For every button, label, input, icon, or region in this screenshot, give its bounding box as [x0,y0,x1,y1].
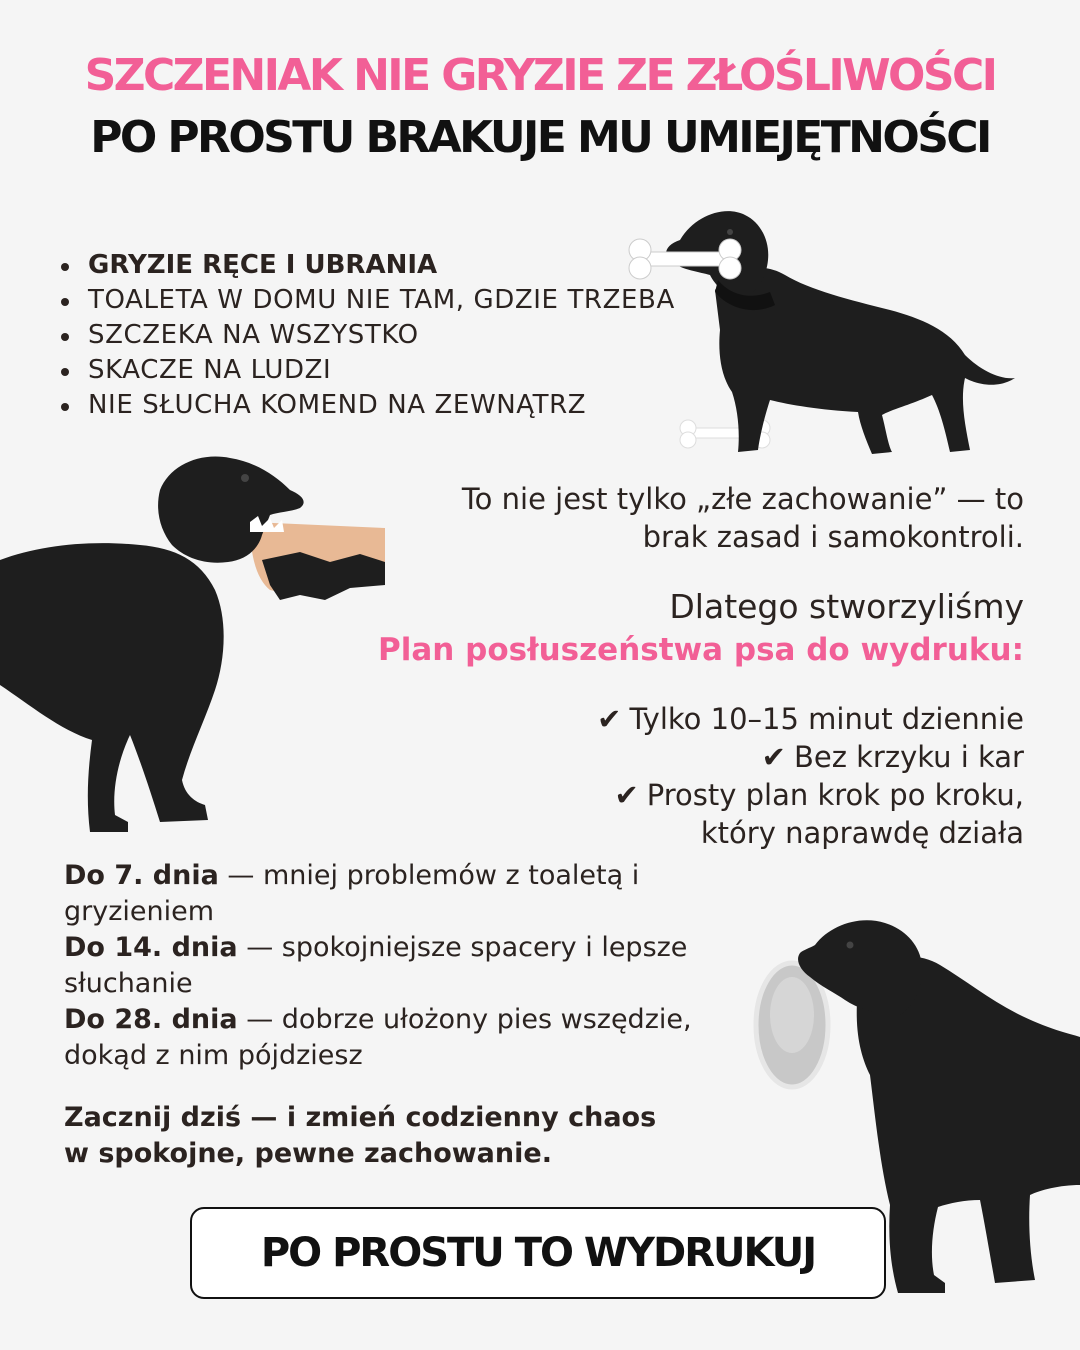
timeline-entry [64,1002,724,1074]
black-dog-biting-hand-icon [0,450,400,840]
problem-item: NIE SŁUCHA KOMEND NA ZEWNĄTRZ [58,388,675,423]
timeline-day: Do 7. dnia [64,860,219,891]
checkmark-icon: ✔ [614,778,639,812]
benefit-item [597,738,1024,776]
intro-statement [462,480,1024,556]
print-cta-button[interactable]: PO PROSTU TO WYDRUKUJ [190,1207,886,1299]
timeline-entry [64,930,724,1002]
problem-item: SZCZEKA NA WSZYSTKO [58,318,675,353]
problem-item: SKACZE NA LUDZI [58,353,675,388]
timeline-text: — dobrze ułożony pies wszędzie, dokąd z nim pójdziesz [64,1004,692,1071]
intro-line: To nie jest tylko „złe zachowanie” — to [461,482,1024,516]
benefit-continuation: który naprawdę działa [700,816,1024,850]
benefit-text: Bez krzyku i kar [793,740,1024,774]
timeline-entry [64,858,724,930]
benefit-text: Tylko 10–15 minut dziennie [629,702,1024,736]
closing-line: w spokojne, pewne zachowanie. [64,1138,552,1169]
problem-item: GRYZIE RĘCE I UBRANIA [58,248,675,283]
benefit-text: Prosty plan krok po kroku, [646,778,1024,812]
closing-line: Zacznij dziś — i zmień codzienny chaos [64,1102,657,1133]
problem-item: TOALETA W DOMU NIE TAM, GDZIE TRZEBA [58,283,675,318]
timeline-text: — mniej problemów z toaletą i gryzieniem [64,860,640,927]
timeline-day: Do 28. dnia [64,1004,238,1035]
timeline-text: — spokojniejsze spacery i lepsze słuchanie [64,932,688,999]
offer-lead: Dlatego stworzyliśmy [669,587,1024,626]
checkmark-icon: ✔ [597,702,622,736]
benefits-list [597,700,1024,852]
headline-black: PO PROSTU BRAKUJE MU UMIEJĘTNOŚCI [90,112,990,163]
timeline-day: Do 14. dnia [64,932,238,963]
benefit-item [597,776,1024,814]
plan-name: Plan posłuszeństwa psa do wydruku: [378,632,1024,668]
black-dog-with-bone-icon [620,200,1020,460]
progress-timeline [64,858,724,1074]
headline-pink: SZCZENIAK NIE GRYZIE ZE ZŁOŚLIWOŚCI [84,50,996,101]
benefit-item [597,700,1024,738]
closing-statement [64,1100,704,1172]
problem-list [58,248,675,423]
checkmark-icon: ✔ [761,740,786,774]
intro-line: brak zasad i samokontroli. [642,520,1024,554]
